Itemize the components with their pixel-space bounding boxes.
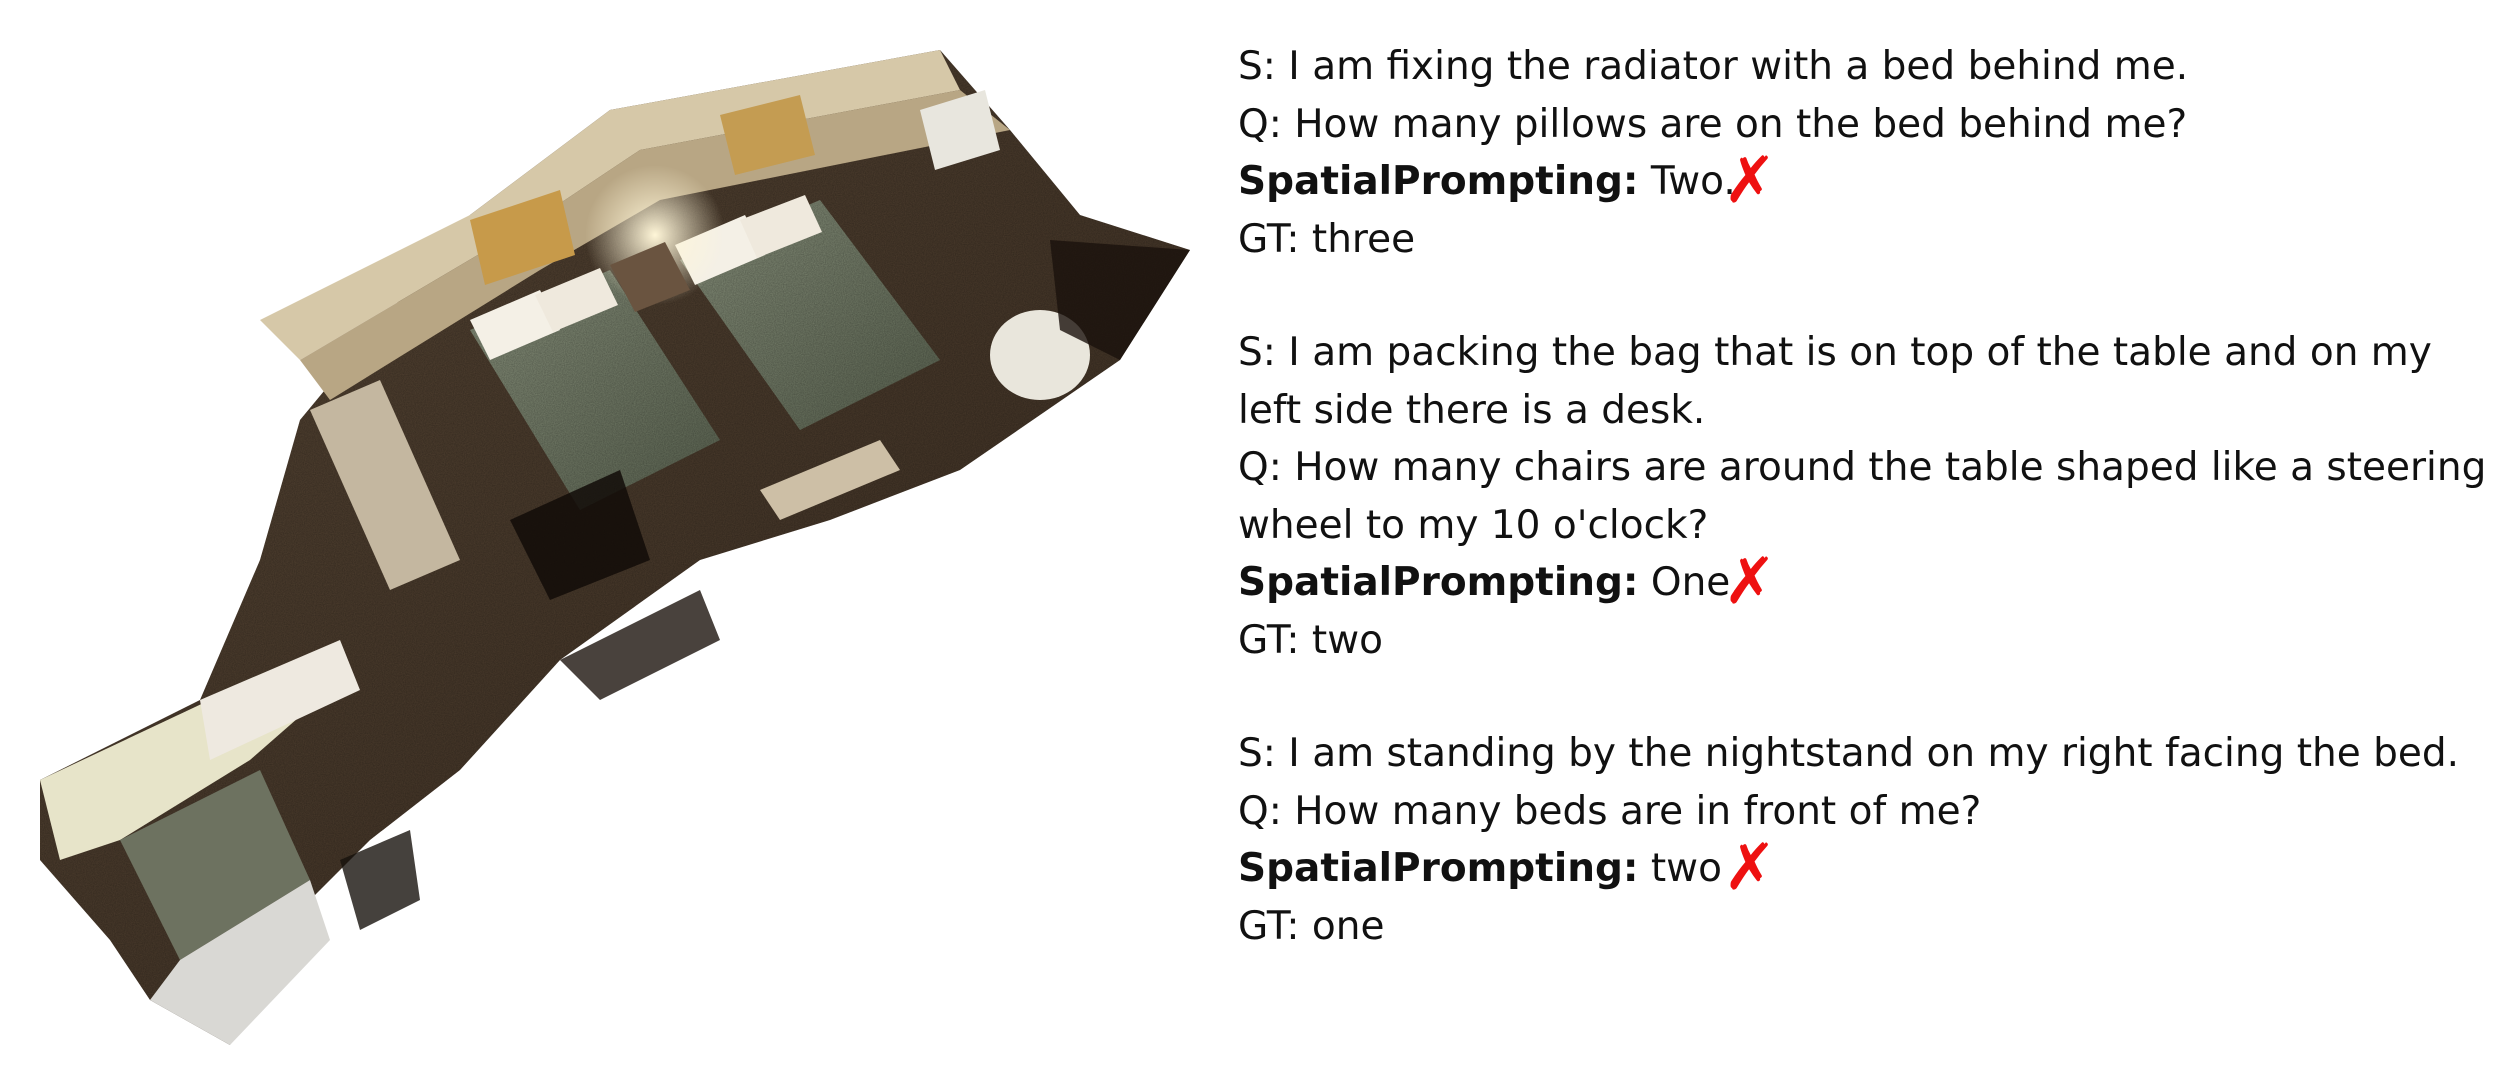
- wrong-mark-icon: ✗: [1723, 545, 1777, 619]
- room-point-cloud-image: [0, 0, 1240, 1090]
- method-answer: One.: [1650, 560, 1743, 605]
- ground-truth-text: GT: three: [1238, 216, 1416, 262]
- method-answer-line: [1238, 545, 2488, 619]
- method-answer: two: [1650, 846, 1722, 891]
- method-label: SpatialPrompting:: [1238, 846, 1639, 891]
- situation-text: S: I am packing the bag that is on top of the table and on my left side there is a desk.: [1238, 330, 2432, 433]
- qa-example-2: [1238, 324, 2488, 669]
- situation-text: S: I am fixing the radiator with a bed behind me.: [1238, 44, 2189, 89]
- method-answer-line: [1238, 831, 2488, 905]
- method-answer-line: [1238, 144, 2488, 218]
- qa-example-3: [1238, 725, 2488, 955]
- ground-truth-text: GT: one: [1238, 903, 1385, 949]
- method-answer: Two.: [1650, 159, 1736, 204]
- question-text: Q: How many pillows are on the bed behind me?: [1238, 101, 2188, 147]
- method-label: SpatialPrompting:: [1238, 159, 1639, 204]
- qa-examples-panel: [1238, 38, 2488, 1011]
- wrong-mark-icon: ✗: [1723, 144, 1777, 218]
- ground-truth-text: GT: two: [1238, 617, 1383, 663]
- wrong-mark-icon: ✗: [1723, 831, 1777, 905]
- situation-text: S: I am standing by the nightstand on my right facing the bed.: [1238, 731, 2460, 776]
- question-text: Q: How many beds are in front of me?: [1238, 788, 1982, 834]
- question-text: Q: How many chairs are around the table shaped like a steering wheel to my 10 o'clock?: [1238, 445, 2487, 548]
- method-label: SpatialPrompting:: [1238, 560, 1639, 605]
- qa-example-1: [1238, 38, 2488, 268]
